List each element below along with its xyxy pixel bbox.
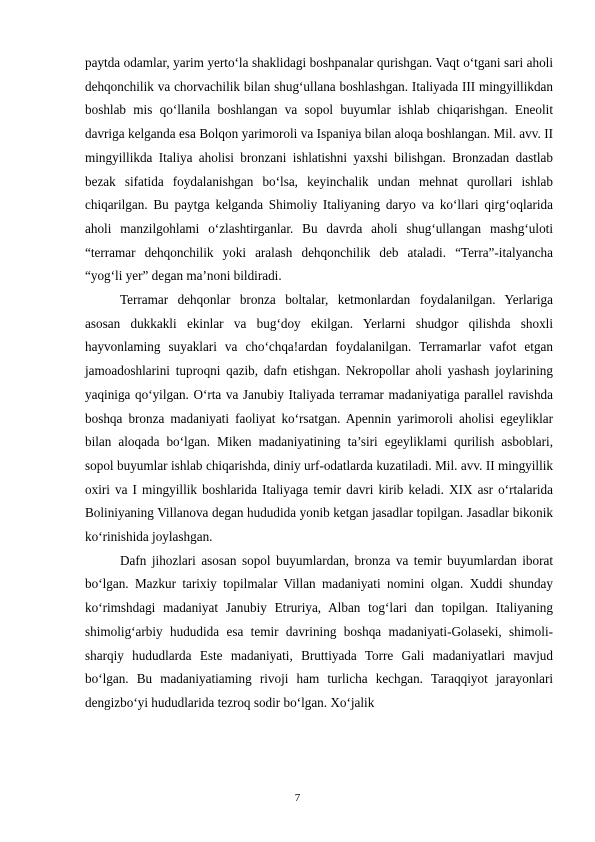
page-number: 7 (294, 792, 301, 804)
paragraph-terramar: Terramar dehqonlar bronza boltalar, ketmonlardan foydalanilgan. Yerlariga asosan dukkakli ekinlar va bug‘doy ekilgan. Yerlarni shudgor qilishda shoxli hayvonlaming suyaklari va cho‘chqa!ardan foydalanilgan. Terramarlar vafot etgan jamoadoshlarini tuproqni qazib, dafn etishgan. Nekropollar aholi yashash joylarining yaqiniga qo‘yilgan. O‘rta va Janubiy Italiyada terramar madaniyatiga parallel ravishda boshqa bronza madaniyati faoliyat ko‘rsatgan. Apennin yarimoroli aholisi egeyliklar bilan aloqada bo‘lgan. Miken madaniyatining ta’siri egeyliklami qurilish asboblari, sopol buyumlar ishlab chiqarishda, diniy urf-odatlarda kuzatiladi. Mil. avv. II mingyillik oxiri va I mingyillik boshlarida Italiyaga temir davri kirib keladi. XIX asr o‘rtalarida Boliniyaning Villanova degan hududida yonib ketgan jasadlar topilgan. Jasadlar bikonik ko‘rinishida joylashgan. (85, 292, 553, 545)
body-text (85, 51, 553, 715)
paragraph-continuation: paytda odamlar, yarim yerto‘la shaklidagi boshpanalar qurishgan. Vaqt o‘tgani sari aholi dehqonchilik va chorvachilik bilan shug‘ullana boshlashgan. Italiyada III mingyillikdan boshlab mis qo‘llanila boshlangan va sopol buyumlar ishlab chiqarishgan. Eneolit davriga kelganda esa Bolqon yarimoroli va Ispaniya bilan aloqa boshlangan. Mil. avv. II mingyillikda Italiya aholisi bronzani ishlatishni yaxshi bilishgan. Bronzadan dastlab bezak sifatida foydalanishgan bo‘lsa, keyinchalik undan mehnat qurollari ishlab chiqarilgan. Bu paytga kelganda Shimoliy Italiyaning daryo va ko‘llari qirg‘oqlarida aholi manzilgohlami o‘zlashtirganlar. Bu davrda aholi shug‘ullangan mashg‘uloti “terramar dehqonchilik yoki aralash dehqonchilik deb ataladi. “Terra”-italyancha “yog‘li yer” degan ma’noni bildiradi. (85, 55, 553, 284)
paragraph-burial: Dafn jihozlari asosan sopol buyumlardan, bronza va temir buyumlardan iborat bo‘lgan. Mazkur tarixiy topilmalar Villan madaniyati nomini olgan. Xuddi shunday ko‘rimshdagi madaniyat Janubiy Etruriya, Alban tog‘lari dan topilgan. Italiyaning shimolig‘arbiy hududida esa temir davrining boshqa madaniyati-Golaseki, shimoli-sharqiy hududlarda Este madaniyati, Bruttiyada Torre Gali madaniyatlari mavjud bo‘lgan. Bu madaniyatiaming rivoji ham turlicha kechgan. Taraqqiyot jarayonlari dengizbo‘yi hududlarida tezroq sodir bo‘lgan. Xo‘jalik (85, 552, 553, 710)
